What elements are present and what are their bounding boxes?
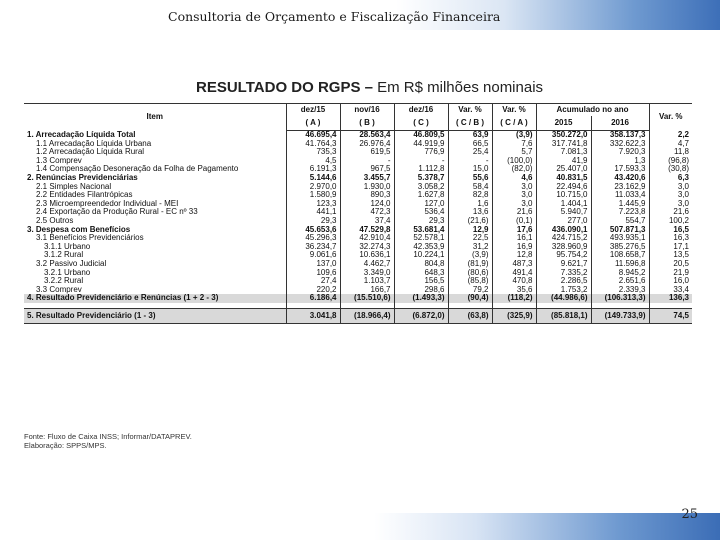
col-header: Var. % xyxy=(448,104,492,117)
row-label: 1.1 Arrecadação Líquida Urbana xyxy=(36,139,152,148)
row-value: (18.966,4) xyxy=(340,308,394,323)
report-title xyxy=(196,79,543,96)
row-value: (15.510,6) xyxy=(340,294,394,303)
row-value: 2.339,3 xyxy=(591,286,649,295)
row-value: 22,5 xyxy=(448,234,492,243)
table-row xyxy=(24,294,692,303)
table-row xyxy=(24,140,692,149)
row-value: 7.335,2 xyxy=(536,269,591,278)
row-value: 10.636,1 xyxy=(340,251,394,260)
col-header: dez/15 xyxy=(286,104,340,117)
row-value: 9.621,7 xyxy=(536,260,591,269)
row-label: 2.4 Exportação da Produção Rural - EC nº 33 xyxy=(36,208,198,217)
row-value: 17,1 xyxy=(649,243,692,252)
row-value: (118,2) xyxy=(492,294,536,303)
row-value: 100,2 xyxy=(649,217,692,226)
row-value: 32.274,3 xyxy=(340,243,394,252)
col-header: Var. % xyxy=(492,104,536,117)
row-value: 648,3 xyxy=(394,269,448,278)
row-value: 21,6 xyxy=(649,208,692,217)
table-row xyxy=(24,269,692,278)
row-value: 619,5 xyxy=(340,148,394,157)
row-label: 3.2.1 Urbano xyxy=(44,268,91,277)
row-value: 317.741,8 xyxy=(536,140,591,149)
row-value: 2,2 xyxy=(649,131,692,140)
row-value: (3,9) xyxy=(448,251,492,260)
row-value: 3,0 xyxy=(649,191,692,200)
row-value: 890,3 xyxy=(340,191,394,200)
row-value: 385.276,5 xyxy=(591,243,649,252)
col-header: Var. % xyxy=(649,104,692,131)
row-value: 82,8 xyxy=(448,191,492,200)
row-value: 554,7 xyxy=(591,217,649,226)
row-value: 53.681,4 xyxy=(394,226,448,235)
row-value: 332.622,3 xyxy=(591,140,649,149)
col-year: 2015 xyxy=(536,116,591,131)
row-value: 3,0 xyxy=(492,183,536,192)
row-value: 58,4 xyxy=(448,183,492,192)
table-row xyxy=(24,226,692,235)
row-value: 350.272,0 xyxy=(536,131,591,140)
row-value: 25.407,0 xyxy=(536,165,591,174)
row-value: 44.919,9 xyxy=(394,140,448,149)
row-value: (6.872,0) xyxy=(394,308,448,323)
row-value: 41.764,3 xyxy=(286,140,340,149)
row-value: 33,4 xyxy=(649,286,692,295)
row-value: 36.234,7 xyxy=(286,243,340,252)
col-header: nov/16 xyxy=(340,104,394,117)
footer-bar xyxy=(0,513,720,540)
row-value: 5.378,7 xyxy=(394,174,448,183)
row-value: 3.058,2 xyxy=(394,183,448,192)
row-value: 21,9 xyxy=(649,269,692,278)
row-value: 1.580,9 xyxy=(286,191,340,200)
row-value: 11.596,8 xyxy=(591,260,649,269)
row-value: 5.144,6 xyxy=(286,174,340,183)
col-letter: ( C ) xyxy=(394,116,448,131)
row-value: 6.191,3 xyxy=(286,165,340,174)
row-value: 16,5 xyxy=(649,226,692,235)
row-value: (30,8) xyxy=(649,165,692,174)
table-row xyxy=(24,174,692,183)
row-label: 2.1 Simples Nacional xyxy=(36,182,112,191)
row-value: 124,0 xyxy=(340,200,394,209)
row-value: 470,8 xyxy=(492,277,536,286)
row-value: 16,0 xyxy=(649,277,692,286)
row-value: 63,9 xyxy=(448,131,492,140)
row-label: 3.2.2 Rural xyxy=(44,277,84,286)
row-value: 16,3 xyxy=(649,234,692,243)
row-value: 109,6 xyxy=(286,269,340,278)
row-value: 52.578,1 xyxy=(394,234,448,243)
row-value: 23.162,9 xyxy=(591,183,649,192)
row-value: 3,0 xyxy=(492,200,536,209)
row-value: 79,2 xyxy=(448,286,492,295)
row-value: 220,2 xyxy=(286,286,340,295)
table-row xyxy=(24,157,692,166)
row-label: 3.3 Comprev xyxy=(36,285,82,294)
row-value: 5.940,7 xyxy=(536,208,591,217)
row-value: 7,6 xyxy=(492,140,536,149)
row-value: 166,7 xyxy=(340,286,394,295)
row-value: 66,5 xyxy=(448,140,492,149)
table-row xyxy=(24,243,692,252)
table-row xyxy=(24,208,692,217)
row-value: 735,3 xyxy=(286,148,340,157)
col-letter: ( A ) xyxy=(286,116,340,131)
row-value: 37,4 xyxy=(340,217,394,226)
row-value: 21,6 xyxy=(492,208,536,217)
row-value: 3.349,0 xyxy=(340,269,394,278)
row-value: 491,4 xyxy=(492,269,536,278)
row-value: 7.223,8 xyxy=(591,208,649,217)
row-value: 1,3 xyxy=(591,157,649,166)
row-value: 4,6 xyxy=(492,174,536,183)
table-row xyxy=(24,234,692,243)
row-value: 74,5 xyxy=(649,308,692,323)
row-value: (80,6) xyxy=(448,269,492,278)
source-note: Fonte: Fluxo de Caixa INSS; Informar/DATAPREV. xyxy=(24,432,192,441)
row-value: 4.462,7 xyxy=(340,260,394,269)
table-row xyxy=(24,191,692,200)
row-label: 1. Arrecadação Líquida Total xyxy=(27,130,136,139)
row-value: (21,6) xyxy=(448,217,492,226)
page-number: 25 xyxy=(681,507,698,522)
row-value: 358.137,3 xyxy=(591,131,649,140)
row-value: 436.090,1 xyxy=(536,226,591,235)
row-value: 10.224,1 xyxy=(394,251,448,260)
row-label: 4. Resultado Previdenciário e Renúncias (1 + 2 - 3) xyxy=(24,294,286,303)
row-value: 536,4 xyxy=(394,208,448,217)
row-value: (90,4) xyxy=(448,294,492,303)
row-value: (149.733,9) xyxy=(591,308,649,323)
row-value: 15,0 xyxy=(448,165,492,174)
row-value: 487,3 xyxy=(492,260,536,269)
row-value: 7.081,3 xyxy=(536,148,591,157)
row-value: 1.753,2 xyxy=(536,286,591,295)
row-value: 12,8 xyxy=(492,251,536,260)
report-title-main: RESULTADO DO RGPS – xyxy=(196,79,373,96)
row-label: 3.1.1 Urbano xyxy=(44,242,91,251)
header-row-1 xyxy=(24,104,692,117)
row-value: 137,0 xyxy=(286,260,340,269)
row-label: 3.2 Passivo Judicial xyxy=(36,259,107,268)
row-label: 2.5 Outros xyxy=(36,216,74,225)
row-value: 13,5 xyxy=(649,251,692,260)
row-value: - xyxy=(394,157,448,166)
row-value: 328.960,9 xyxy=(536,243,591,252)
row-value: 804,8 xyxy=(394,260,448,269)
row-value: 1.112,8 xyxy=(394,165,448,174)
row-value: 424.715,2 xyxy=(536,234,591,243)
row-value: 776,9 xyxy=(394,148,448,157)
row-value: 26.976,4 xyxy=(340,140,394,149)
page-header-title: Consultoria de Orçamento e Fiscalização Financeira xyxy=(168,9,501,24)
row-value: 1,6 xyxy=(448,200,492,209)
row-value: 27,4 xyxy=(286,277,340,286)
rgps-table xyxy=(24,103,692,324)
row-value: 55,6 xyxy=(448,174,492,183)
row-value: 1.103,7 xyxy=(340,277,394,286)
report-title-subtitle: Em R$ milhões nominais xyxy=(377,79,544,96)
row-value: 108.658,7 xyxy=(591,251,649,260)
row-value: (81,9) xyxy=(448,260,492,269)
table-row xyxy=(24,286,692,295)
row-value: (96,8) xyxy=(649,157,692,166)
row-value: (325,9) xyxy=(492,308,536,323)
table-row xyxy=(24,251,692,260)
table-row xyxy=(24,308,692,323)
table-row xyxy=(24,131,692,140)
row-value: 6.186,4 xyxy=(286,294,340,303)
row-label: 1.2 Arrecadação Líquida Rural xyxy=(36,148,145,157)
row-value: 25,4 xyxy=(448,148,492,157)
row-value: - xyxy=(340,157,394,166)
row-value: 28.563,4 xyxy=(340,131,394,140)
table-row xyxy=(24,277,692,286)
row-value: 4,5 xyxy=(286,157,340,166)
row-value: 10.715,0 xyxy=(536,191,591,200)
row-value: 41,9 xyxy=(536,157,591,166)
row-value: 3.041,8 xyxy=(286,308,340,323)
row-value: 3,0 xyxy=(649,183,692,192)
row-value: 45.653,6 xyxy=(286,226,340,235)
row-value: 7.920,3 xyxy=(591,148,649,157)
row-value: 17,6 xyxy=(492,226,536,235)
row-label: 2.2 Entidades Filantrópicas xyxy=(36,191,133,200)
row-value: 1.930,0 xyxy=(340,183,394,192)
row-value: 5,7 xyxy=(492,148,536,157)
row-value: 11.033,4 xyxy=(591,191,649,200)
row-value: 11,8 xyxy=(649,148,692,157)
row-value: (44.986,6) xyxy=(536,294,591,303)
row-value: 136,3 xyxy=(649,294,692,303)
row-value: 13,6 xyxy=(448,208,492,217)
row-value: 31,2 xyxy=(448,243,492,252)
row-value: 46.695,4 xyxy=(286,131,340,140)
row-value: (3,9) xyxy=(492,131,536,140)
row-label: 1.3 Comprev xyxy=(36,156,82,165)
row-value: 2.651,6 xyxy=(591,277,649,286)
row-value: 29,3 xyxy=(286,217,340,226)
row-value: 123,3 xyxy=(286,200,340,209)
row-value: 1.404,1 xyxy=(536,200,591,209)
header-bar xyxy=(0,0,720,30)
row-value: 43.420,6 xyxy=(591,174,649,183)
row-value: 4,7 xyxy=(649,140,692,149)
row-label: 1.4 Compensação Desoneração da Folha de Pagamento xyxy=(36,165,239,174)
row-value: 22.494,6 xyxy=(536,183,591,192)
row-value: 29,3 xyxy=(394,217,448,226)
row-value: 40.831,5 xyxy=(536,174,591,183)
row-value: 45.296,3 xyxy=(286,234,340,243)
row-value: 1.627,8 xyxy=(394,191,448,200)
row-value: 967,5 xyxy=(340,165,394,174)
row-value: 507.871,3 xyxy=(591,226,649,235)
row-value: 298,6 xyxy=(394,286,448,295)
col-year: 2016 xyxy=(591,116,649,131)
row-label: 3.1.2 Rural xyxy=(44,251,84,260)
col-letter: ( C / A ) xyxy=(492,116,536,131)
row-label: 5. Resultado Previdenciário (1 - 3) xyxy=(24,308,286,323)
table-row xyxy=(24,217,692,226)
row-value: 3,0 xyxy=(492,191,536,200)
row-value: 42.353,9 xyxy=(394,243,448,252)
row-value: 16,9 xyxy=(492,243,536,252)
col-letter: ( C / B ) xyxy=(448,116,492,131)
row-value: (0,1) xyxy=(492,217,536,226)
table-row xyxy=(24,200,692,209)
row-value: 12,9 xyxy=(448,226,492,235)
row-value: 46.809,5 xyxy=(394,131,448,140)
row-value: 441,1 xyxy=(286,208,340,217)
row-value: 277,0 xyxy=(536,217,591,226)
row-value: 2.970,0 xyxy=(286,183,340,192)
row-value: 47.529,8 xyxy=(340,226,394,235)
row-value: 17.593,3 xyxy=(591,165,649,174)
row-label: 2. Renúncias Previdenciárias xyxy=(27,173,138,182)
row-value: 95.754,2 xyxy=(536,251,591,260)
row-value: (1.493,3) xyxy=(394,294,448,303)
row-value: (85,8) xyxy=(448,277,492,286)
row-value: (100,0) xyxy=(492,157,536,166)
row-value: 472,3 xyxy=(340,208,394,217)
row-value: (85.818,1) xyxy=(536,308,591,323)
row-value: 9.061,6 xyxy=(286,251,340,260)
row-value: 493.935,1 xyxy=(591,234,649,243)
row-value: (63,8) xyxy=(448,308,492,323)
row-value: 1.445,9 xyxy=(591,200,649,209)
table-row xyxy=(24,260,692,269)
table-row xyxy=(24,183,692,192)
table-row xyxy=(24,165,692,174)
row-value: 20,5 xyxy=(649,260,692,269)
col-header: dez/16 xyxy=(394,104,448,117)
col-header-accumulated: Acumulado no ano xyxy=(536,104,649,117)
row-value: (82,0) xyxy=(492,165,536,174)
row-value: - xyxy=(448,157,492,166)
row-value: 6,3 xyxy=(649,174,692,183)
row-value: 2.286,5 xyxy=(536,277,591,286)
row-value: 3,0 xyxy=(649,200,692,209)
row-value: 127,0 xyxy=(394,200,448,209)
elaboration-note: Elaboração: SPPS/MPS. xyxy=(24,441,107,450)
row-value: 42.910,4 xyxy=(340,234,394,243)
row-value: 156,5 xyxy=(394,277,448,286)
col-item-header: Item xyxy=(24,104,286,131)
row-label: 3. Despesa com Benefícios xyxy=(27,225,131,234)
col-letter: ( B ) xyxy=(340,116,394,131)
row-value: 8.945,2 xyxy=(591,269,649,278)
row-value: 16,1 xyxy=(492,234,536,243)
row-label: 2.3 Microempreendedor Individual - MEI xyxy=(36,199,179,208)
table-row xyxy=(24,148,692,157)
row-value: 35,6 xyxy=(492,286,536,295)
row-label: 3.1 Benefícios Previdenciários xyxy=(36,234,144,243)
row-value: 3.455,7 xyxy=(340,174,394,183)
row-value: (106.313,3) xyxy=(591,294,649,303)
